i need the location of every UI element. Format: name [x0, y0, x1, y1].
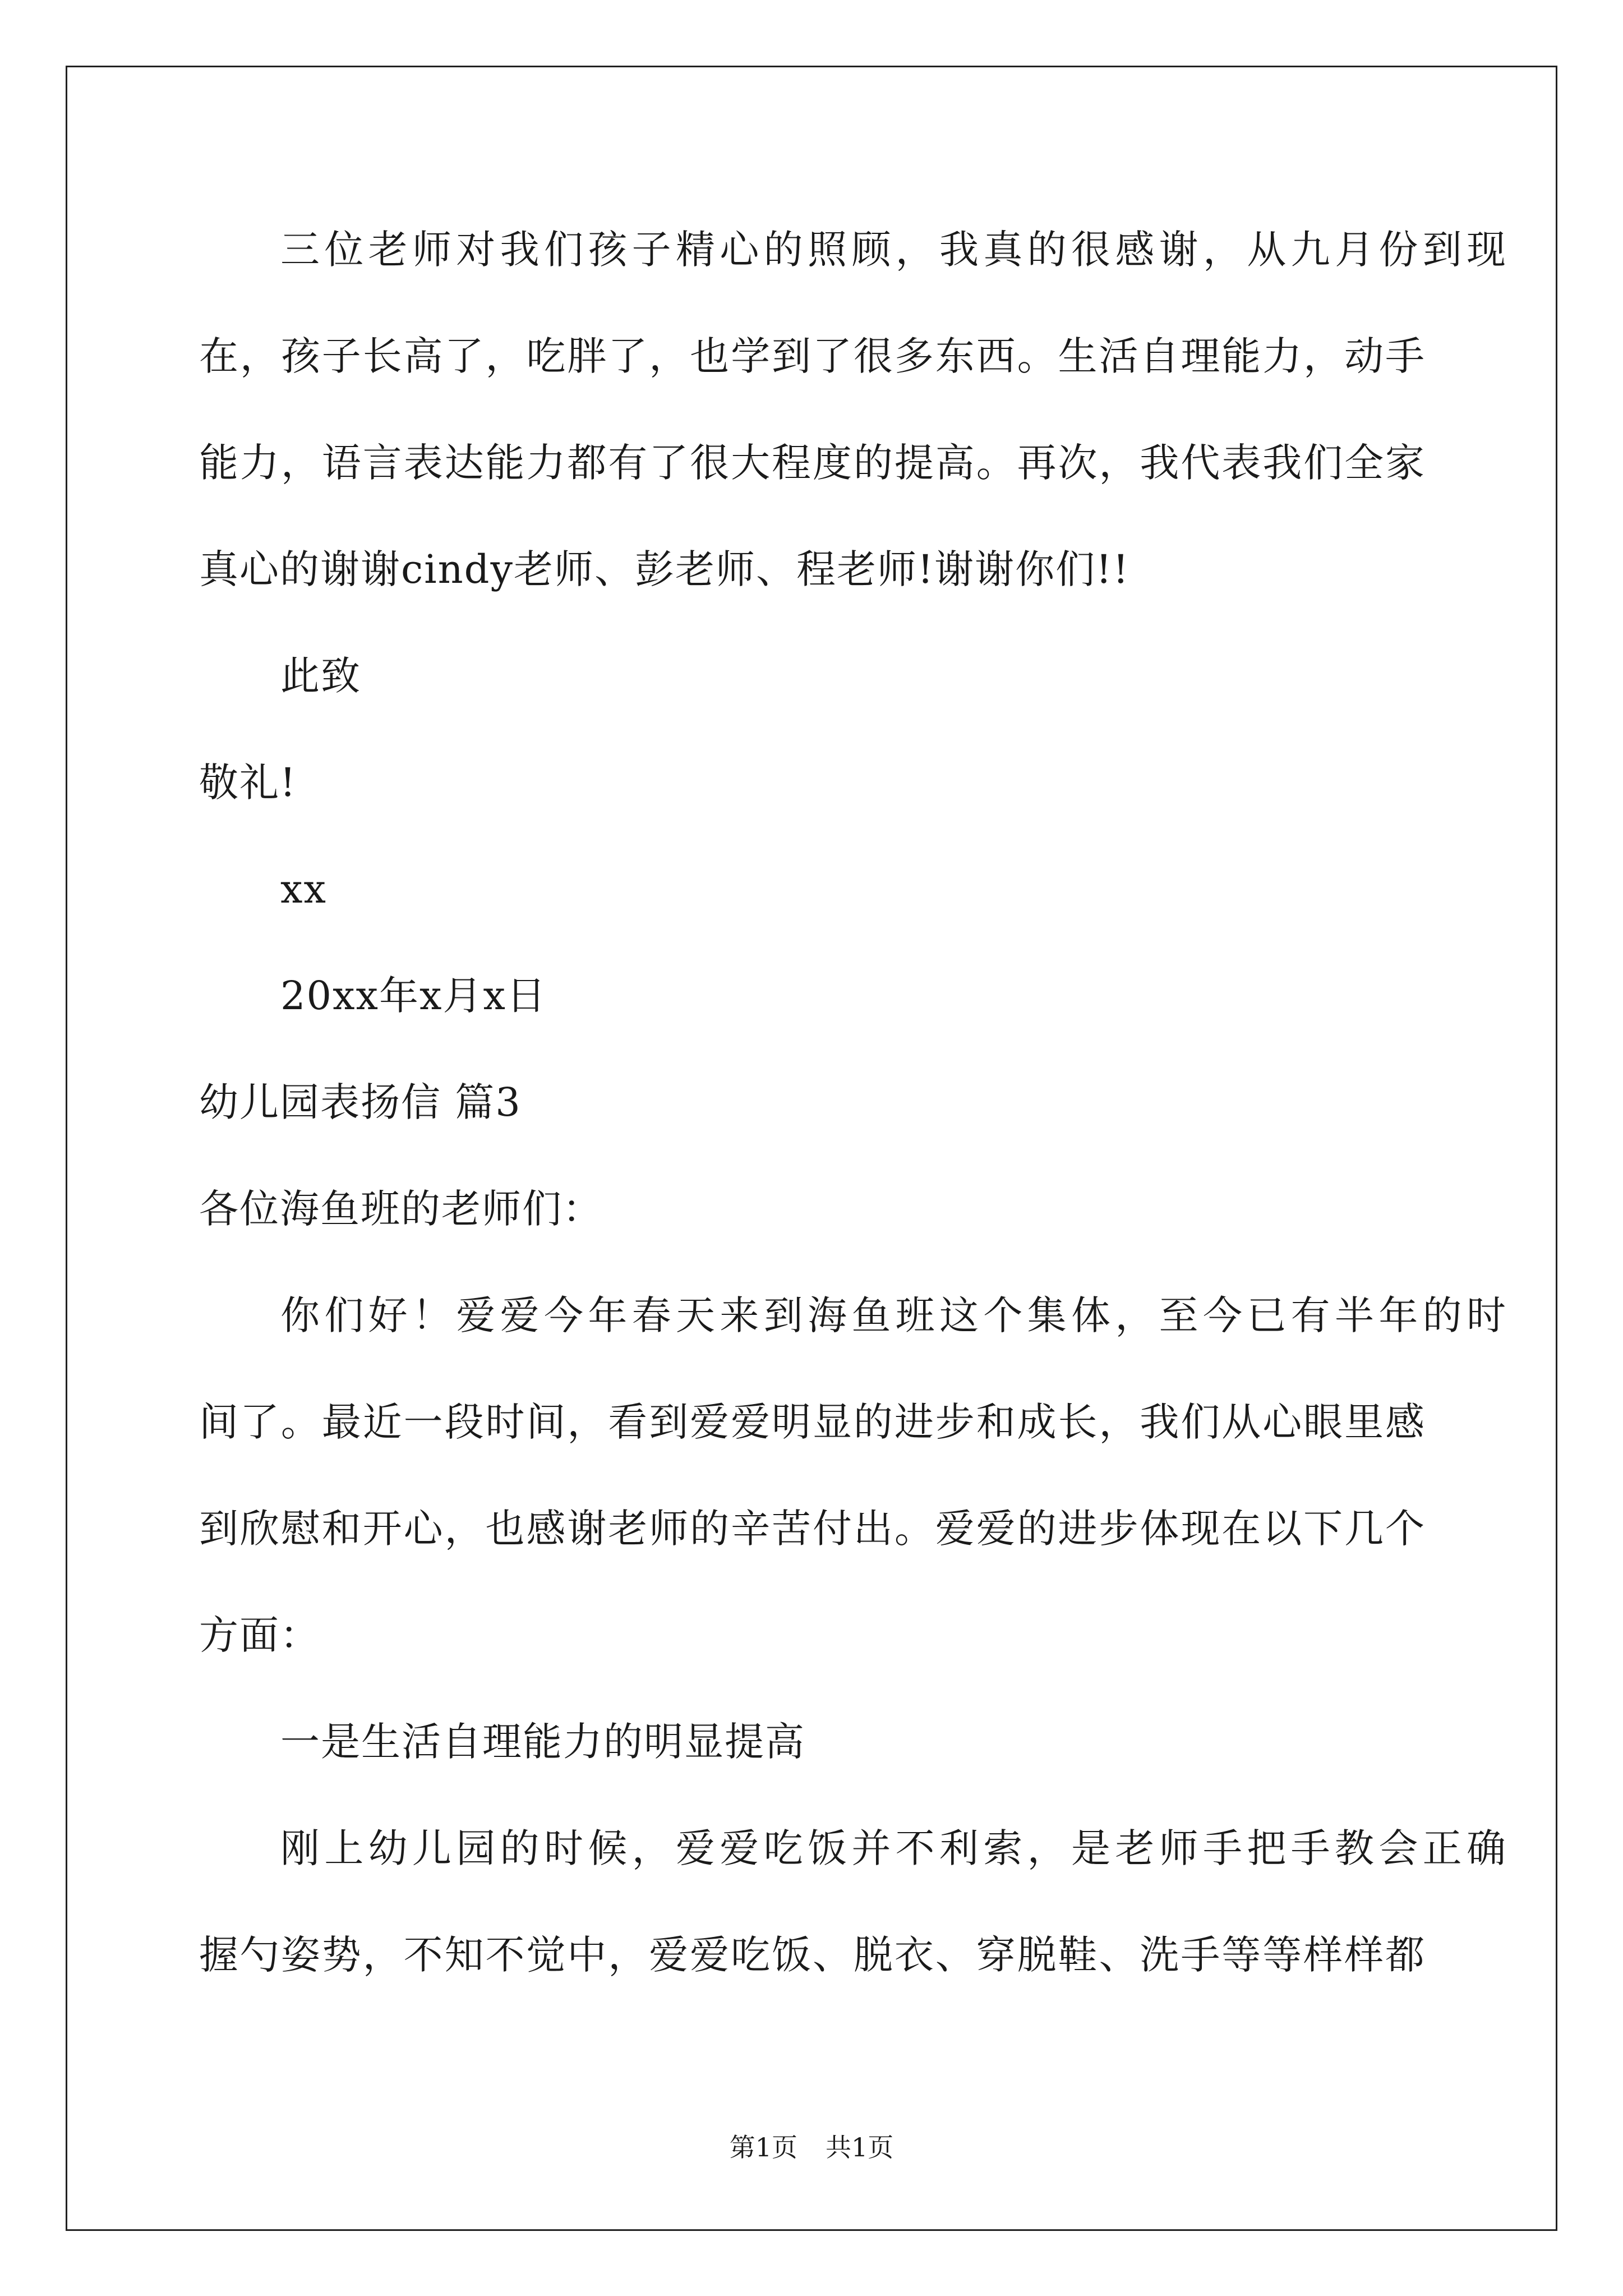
closing-salutation: 此致: [280, 653, 361, 699]
paragraph-line: 三位老师对我们孩子精心的照顾，我真的很感谢，从九月份到现: [280, 227, 1506, 273]
page-number: 第1页: [729, 2132, 797, 2162]
subheading: 一是生活自理能力的明显提高: [280, 1719, 805, 1765]
section-heading: 幼儿园表扬信 篇3: [199, 1079, 522, 1125]
paragraph-line: 真心的谢谢cindy老师、彭老师、程老师!谢谢你们!!: [199, 546, 1130, 592]
closing-regards: 敬礼!: [199, 760, 297, 806]
paragraph-line: 你们好！爱爱今年春天来到海鱼班这个集体，至今已有半年的时: [280, 1292, 1506, 1338]
paragraph-line: 刚上幼儿园的时候，爱爱吃饭并不利索，是老师手把手教会正确: [280, 1825, 1506, 1871]
letter-greeting: 各位海鱼班的老师们：: [199, 1186, 603, 1232]
page-border: [66, 66, 1557, 2231]
signature-name: xx: [280, 866, 327, 912]
paragraph-line: 能力，语言表达能力都有了很大程度的提高。再次，我代表我们全家: [199, 440, 1424, 486]
paragraph-line: 到欣慰和开心，也感谢老师的辛苦付出。爱爱的进步体现在以下几个: [199, 1506, 1424, 1552]
paragraph-line: 在，孩子长高了，吃胖了，也学到了很多东西。生活自理能力，动手: [199, 333, 1424, 379]
page-footer: [0, 2132, 1623, 2163]
page-total: 共1页: [826, 2132, 894, 2162]
paragraph-line: 握勺姿势，不知不觉中，爱爱吃饭、脱衣、穿脱鞋、洗手等等样样都: [199, 1932, 1424, 1978]
paragraph-line: 方面：: [199, 1612, 320, 1658]
paragraph-line: 间了。最近一段时间，看到爱爱明显的进步和成长，我们从心眼里感: [199, 1399, 1424, 1445]
signature-date: 20xx年x月x日: [280, 973, 547, 1019]
